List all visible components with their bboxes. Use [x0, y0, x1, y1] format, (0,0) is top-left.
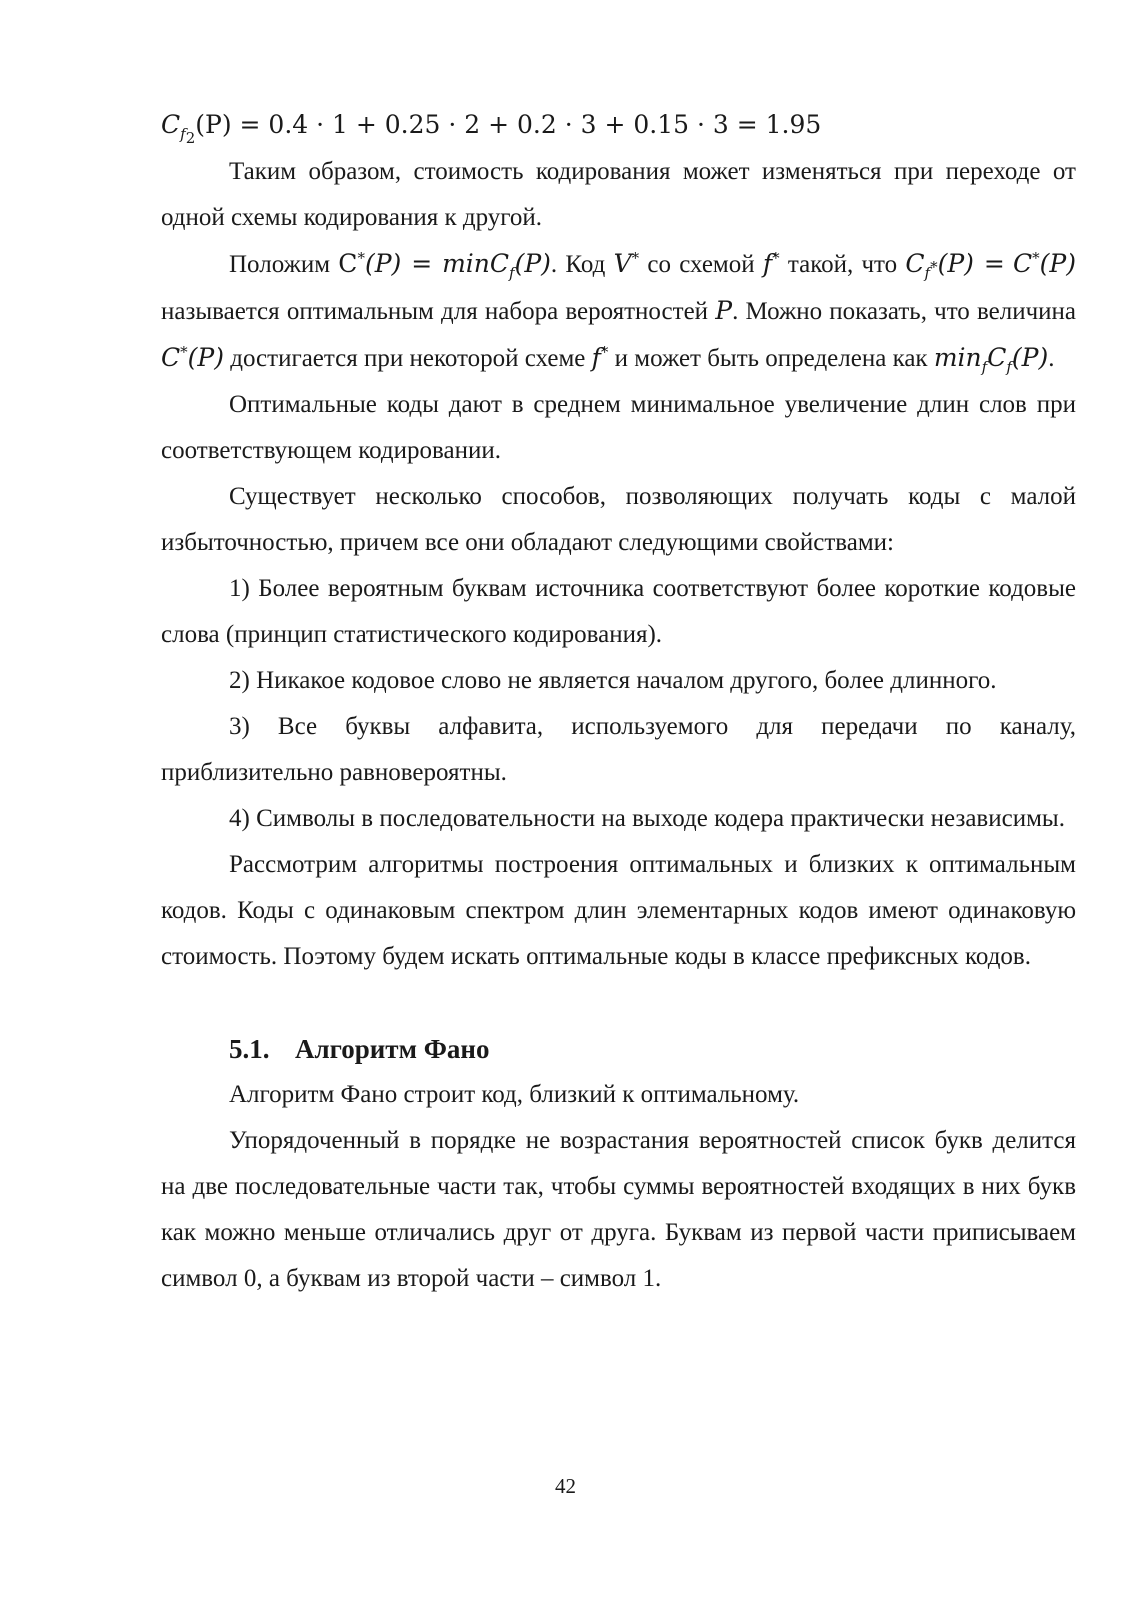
math-run: C: [161, 343, 181, 372]
text-run: Положим: [229, 251, 339, 278]
math-sup: *: [772, 248, 780, 267]
list-item: 4) Символы в последовательности на выходе кодера практически независимы.: [229, 805, 1065, 832]
math-sup: *: [631, 248, 640, 267]
paragraph-fano-procedure: Упорядоченный в порядке не возрастания вероятностей список букв делится на две последовательные части так, чтобы суммы вероятностей входящих в них букв как можно меньше отличались друг от друга. Буквам из первой части приписываем символ 0, а буквам из второй части – символ 1.: [161, 1127, 1076, 1292]
math-run: min: [933, 343, 982, 372]
math-sup: *: [1032, 248, 1040, 267]
math-sup: *: [180, 342, 188, 361]
page-body: [161, 102, 1076, 1302]
text-run: .: [1048, 345, 1055, 372]
math-run: (P) =: [937, 249, 1005, 278]
math-sup: *: [930, 258, 938, 276]
math-run: V: [613, 249, 632, 278]
formula-subscript: f: [180, 125, 186, 143]
list-item: 1) Более вероятным буквам источника соответствуют более короткие кодовые слова (принцип статистического кодирования).: [161, 575, 1076, 648]
text-run: со схемой: [639, 251, 763, 278]
math-run: (P) = minC: [364, 249, 510, 278]
math-run: C: [1013, 249, 1033, 278]
math-run: C: [905, 249, 925, 278]
math-sup: *: [600, 342, 609, 361]
section-number: 5.1.: [229, 1034, 270, 1064]
formula-symbol: C: [161, 110, 181, 139]
section-heading: [161, 1026, 1076, 1072]
math-run: f: [591, 343, 601, 372]
cost-formula: [161, 102, 1076, 149]
formula-expression: (P) = 0.4 · 1 + 0.25 · 2 + 0.2 · 3 + 0.15 · 3 = 1.95: [195, 110, 822, 139]
list-item: 2) Никакое кодовое слово не является началом другого, более длинного.: [229, 667, 997, 694]
text-run: и может быть определена как: [608, 345, 934, 372]
paragraph-cost-change: Таким образом, стоимость кодирования может изменяться при переходе от одной схемы кодирования к другой.: [161, 158, 1076, 231]
text-run: . Код: [550, 251, 614, 278]
math-run: (P): [1039, 249, 1076, 278]
math-sub: f: [1006, 358, 1012, 376]
page-number: 42: [555, 1474, 576, 1498]
math-run: P: [715, 296, 733, 325]
text-run: достигается при некоторой схеме: [223, 345, 592, 372]
math-run: C: [338, 249, 358, 278]
text-run: такой, что: [779, 251, 906, 278]
math-run: (P): [514, 249, 551, 278]
math-sub: f: [981, 358, 988, 376]
text-run: . Можно показать, что величина: [732, 298, 1076, 325]
math-run: (P): [187, 343, 224, 372]
formula-subsubscript: 2: [185, 129, 196, 147]
section-title: Алгоритм Фано: [295, 1034, 490, 1064]
paragraph-methods-intro: Существует несколько способов, позволяющих получать коды с малой избыточностью, причем все они обладают следующими свойствами:: [161, 483, 1076, 556]
math-run: (P): [1011, 343, 1049, 372]
paragraph-prefix-codes: Рассмотрим алгоритмы построения оптимальных и близких к оптимальным кодов. Коды с одинаковым спектром длин элементарных кодов имеют одинаковую стоимость. Поэтому будем искать оптимальные коды в классе префиксных кодов.: [161, 851, 1076, 970]
paragraph-optimal-code: [161, 241, 1076, 382]
math-sub: f: [509, 264, 515, 282]
paragraph-fano-intro: Алгоритм Фано строит код, близкий к оптимальному.: [229, 1081, 800, 1108]
text-run: называется оптимальным для набора вероятностей: [161, 298, 716, 325]
math-run: f: [762, 249, 773, 278]
math-sub: f: [924, 264, 931, 282]
math-sup: *: [357, 248, 365, 267]
list-item: 3) Все буквы алфавита, используемого для передачи по каналу, приблизительно равновероятны.: [161, 713, 1076, 786]
paragraph-optimal-effect: Оптимальные коды дают в среднем минимальное увеличение длин слов при соответствующем кодировании.: [161, 391, 1076, 464]
math-run: C: [987, 343, 1007, 372]
